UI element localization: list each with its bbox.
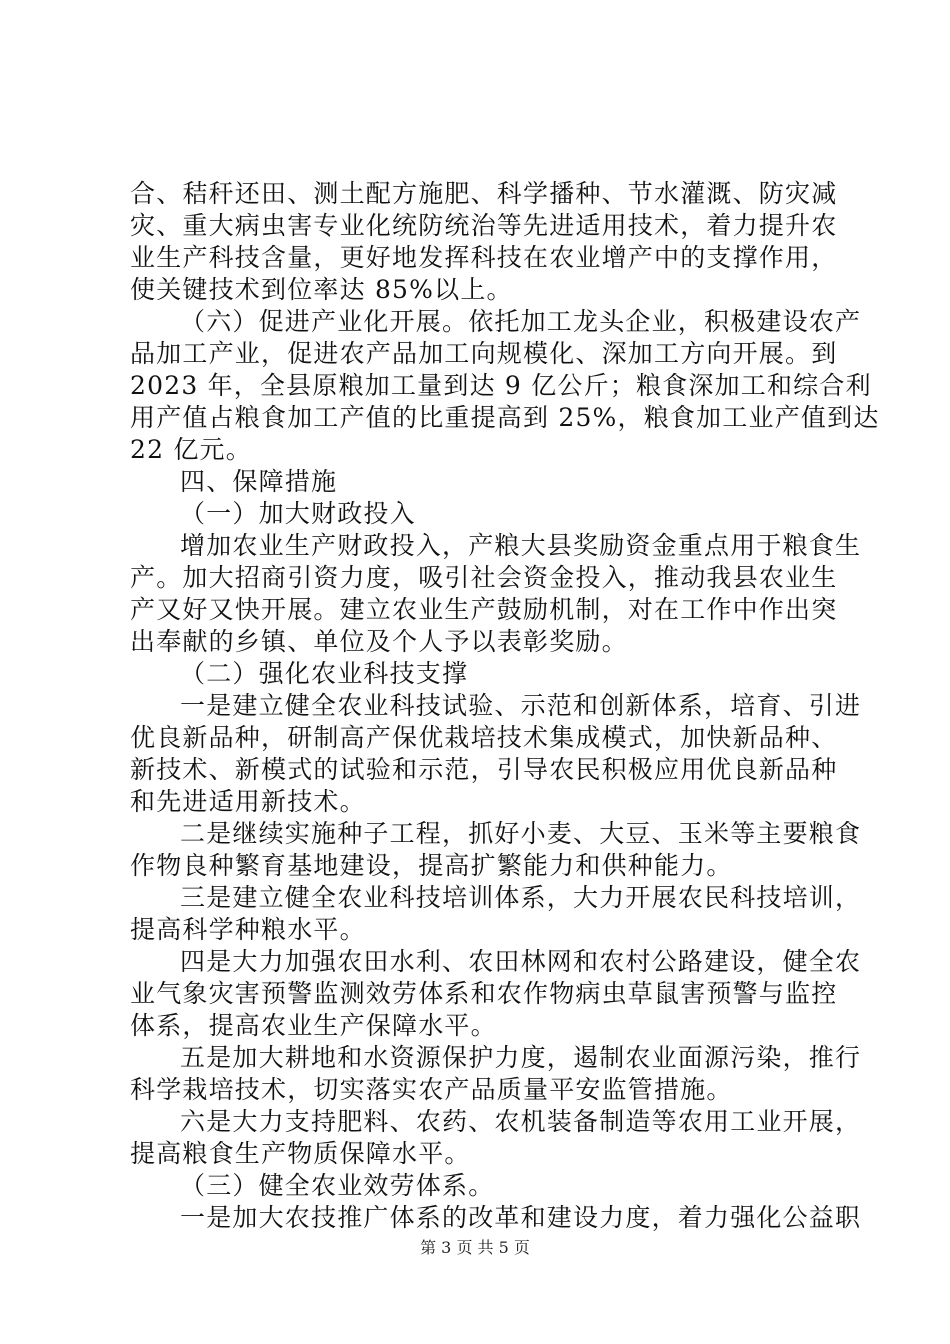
text-line: 产又好又快开展。建立农业生产鼓励机制，对在工作中作出突 — [130, 595, 838, 624]
paragraph-start: 一是建立健全农业科技试验、示范和创新体系，培育、引进 — [180, 691, 862, 720]
document-body — [130, 178, 880, 1234]
text-line: 用产值占粮食加工产值的比重提高到 25%，粮食加工业产值到达 — [130, 403, 880, 432]
text-line: 品加工产业，促进农产品加工向规模化、深加工方向开展。到 — [130, 339, 838, 368]
text-line: 作物良种繁育基地建设，提高扩繁能力和供种能力。 — [130, 851, 733, 880]
text-line: 合、秸秆还田、测土配方施肥、科学播种、节水灌溉、防灾减 — [130, 179, 838, 208]
section-heading: 四、保障措施 — [180, 467, 338, 496]
paragraph-start: 四是大力加强农田水利、农田林网和农村公路建设，健全农 — [180, 947, 862, 976]
subsection-heading: （一）加大财政投入 — [180, 499, 416, 528]
paragraph-start: 增加农业生产财政投入，产粮大县奖励资金重点用于粮食生 — [180, 531, 862, 560]
text-line: 和先进适用新技术。 — [130, 787, 366, 816]
text-line: 灾、重大病虫害专业化统防统治等先进适用技术，着力提升农 — [130, 211, 838, 240]
text-line: 22 亿元。 — [130, 435, 252, 464]
text-line: 产。加大招商引资力度，吸引社会资金投入，推动我县农业生 — [130, 563, 838, 592]
page-footer — [0, 1238, 950, 1258]
paragraph-start: 六是大力支持肥料、农药、农机装备制造等农用工业开展， — [180, 1107, 862, 1136]
text-line: 提高科学种粮水平。 — [130, 915, 366, 944]
paragraph-start: 二是继续实施种子工程，抓好小麦、大豆、玉米等主要粮食 — [180, 819, 862, 848]
text-line: 优良新品种，研制高产保优栽培技术集成模式，加快新品种、 — [130, 723, 838, 752]
paragraph-start: 一是加大农技推广体系的改革和建设力度，着力强化公益职 — [180, 1203, 862, 1232]
subsection-heading: （二）强化农业科技支撑 — [180, 659, 469, 688]
text-line: 新技术、新模式的试验和示范，引导农民积极应用优良新品种 — [130, 755, 838, 784]
subsection-heading: （三）健全农业效劳体系。 — [180, 1171, 495, 1200]
text-line: 使关键技术到位率达 85%以上。 — [130, 275, 513, 304]
text-line: 业生产科技含量，更好地发挥科技在农业增产中的支撑作用， — [130, 243, 838, 272]
text-line: 业气象灾害预警监测效劳体系和农作物病虫草鼠害预警与监控 — [130, 979, 838, 1008]
text-line: 提高粮食生产物质保障水平。 — [130, 1139, 471, 1168]
text-line: 科学栽培技术，切实落实农产品质量平安监管措施。 — [130, 1075, 733, 1104]
text-line: 体系，提高农业生产保障水平。 — [130, 1011, 497, 1040]
page-number-label: 第 3 页 共 5 页 — [420, 1238, 530, 1257]
text-line: 2023 年，全县原粮加工量到达 9 亿公斤；粮食深加工和综合利 — [130, 371, 872, 400]
paragraph-start: 三是建立健全农业科技培训体系，大力开展农民科技培训， — [180, 883, 862, 912]
paragraph-start: 五是加大耕地和水资源保护力度，遏制农业面源污染，推行 — [180, 1043, 862, 1072]
paragraph-start: （六）促进产业化开展。依托加工龙头企业，积极建设农产 — [180, 307, 862, 336]
text-line: 出奉献的乡镇、单位及个人予以表彰奖励。 — [130, 627, 628, 656]
